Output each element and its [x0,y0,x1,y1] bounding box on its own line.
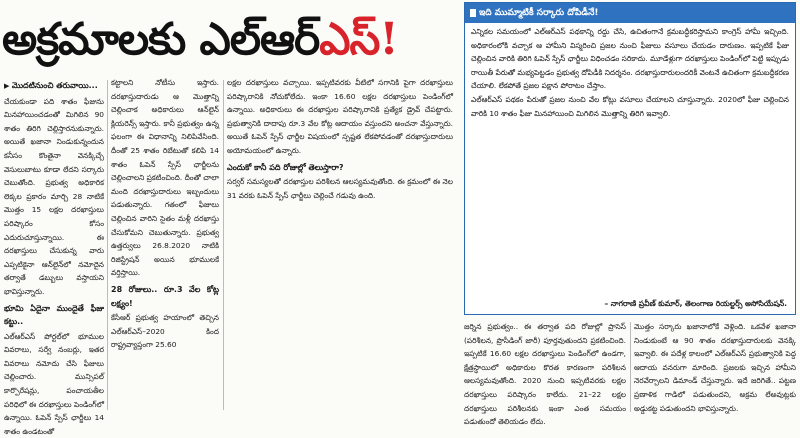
quote-signature: – నాగరాణి ప్రవీణ్ కుమార్, తెలంగాణ రియల్టర్స్ అసోసియేషన్. [604,299,787,308]
article-column-4 [464,320,626,427]
column-3-paragraph-1: లక్షల దరఖాస్తులు వచ్చాయి. ఇప్పటివరకు వీటిలో సగానికి పైగా దరఖాస్తులు పరిష్కారానికి నోచుకోలేదు. ఇంకా 16.60 లక్షల దరఖాస్తులు పెండింగ్‌లో ఉన్నాయి. అధికారులు ఈ దరఖాస్తుల పరిష్కారానికి ప్రత్యేక డ్రైవ్ చేపట్టారు. ప్రభుత్వానికి దాదాపు రూ.3 వేల కోట్ల ఆదాయం వస్తుందని అంచనా వేస్తున్నారు. అయితే ఓపెన్ స్పేస్ ఛార్జీల విషయంలో స్పష్టత లేకపోవడంతో దరఖాస్తుదారులు అయోమయంలో ఉన్నారు. [227,78,453,155]
article-column-3 [227,76,453,412]
lead-label: ▶ మొదటినుంచి తరువాయి... [4,79,104,94]
column-2-paragraph-2: కేసీఆర్ ప్రభుత్వ హయాంలో తెచ్చిన ఎల్‌ఆర్‌ఎస్–2020 కింద రాష్ట్రవ్యాప్తంగా 25.60 [111,313,219,350]
column-divider [223,80,224,410]
article-column-2 [111,76,219,412]
column-divider [630,322,631,412]
column-1-paragraph-1: చేయకుండా పది శాతం ఫీజును మినహాయించడంతో మిగిలిన 90 శాతం తిరిగి చెల్లిస్తారనుకున్నారు. అయితే ఖజానా నిండుకున్నందున కనీసం కొంతైనా వెనక్కిచ్చే వెసులుబాటు కూడా లేదని సర్కారు చెబుతోంది. ప్రభుత్వ అధికారిక లెక్కల ప్రకారం మార్చి 28 నాటికే మొత్తం 15 లక్షల దరఖాస్తులు పరిష్కారం కోసం ఎదురుచూస్తున్నాయి. ఈ దరఖాస్తులు చేసుకున్న వారు ఎప్పటికైనా ఆన్‌లైన్‌లో నమోదైన తర్వాతే డబ్బులు వస్తాయని భావిస్తున్నారు. [4,96,104,296]
article-column-1 [4,76,104,436]
column-4-paragraph: జర్నిన ప్రభుత్వం.. ఈ తర్వాత పది రోజుల్లో ప్రాసెస్ (పరిశీలన, ప్రొసీడింగ్ జారీ) పూర్తవుతుందని ప్రకటించింది. ఇప్పటికే 16.60 లక్షల దరఖాస్తులు పెండింగ్‌లో ఉండగా, క్షేత్రస్థాయిలో అధికారుల కొరత కారణంగా పరిశీలన ఆలస్యమవుతోంది. 2020 నుంచి ఇప్పటివరకు లక్షల దరఖాస్తులు పరిష్కారం కాలేదు. 21–22 లక్షల దరఖాస్తులు పరిశీలనకు ఇంకా ఎంత సమయం పడుతుందో తెలియడం లేదు. [464,322,626,427]
column-1-paragraph-2: ఎల్‌ఆర్‌ఎస్ పోర్టల్‌లో భూముల వివరాలు, సర్వే నంబర్లు, ఇతర వివరాలు నమోదు చేసి ఫీజులు చెల్లించారు. మున్సిపల్ కార్పొరేషన్లు, పంచాయతీల పరిధిలో ఈ దరఖాస్తులు పెండింగ్‌లో ఉన్నాయి. ఓపెన్ స్పేస్ ఛార్జీలు 14 శాతం ఉండటంతో [4,331,104,436]
article-column-5 [634,320,796,413]
headline-part-black: అక్రమాలకు ఎల్‌ఆర్‌ [2,14,320,65]
quote-box [464,2,796,315]
column-divider [107,80,108,410]
quote-box-body [471,25,789,295]
page-headline [2,10,452,70]
column-5-paragraph: మొత్తం సర్కారు ఖజానాలోకే వెళ్లింది. ఒకవేళ ఖజానా నిండుకుంటే ఆ 90 శాతం దరఖాస్తుదారులకు వెనక్కి ఇవ్వాలి. ఈ పదేళ్ల కాలంలో ఎల్‌ఆర్‌ఎస్ ప్రభుత్వానికి పెద్ద ఆదాయ వనరుగా మారింది. ప్రజలకు ఇచ్చిన హామీని నెరవేర్చాలని డిమాండ్ చేస్తున్నారు. ఇదే జరిగితే.. పట్టణ ప్రణాళిక గాడిలో పడుతుందని, అక్రమ లేఅవుట్లకు అడ్డుకట్ట పడుతుందని భావిస్తున్నారు. [634,322,796,413]
column-3-subheading: ఎందుకో కానీ పది రోజుల్లో తెలుస్తారా? [227,162,344,172]
column-2-subheading: 28 రోజులు.. రూ.3 వేల కోట్ల లక్ష్యం! [111,284,219,308]
column-1-subheading: భూమి ఏదైనా ముందైతే ఫీజు కట్టు.. [4,303,104,327]
quote-box-paragraph-1: ఎన్నికల సమయంలో ఎల్‌ఆర్‌ఎస్ పథకాన్ని రద్దు చేసి, ఉచితంగానే క్రమబద్ధీకరిస్తామని కాంగ్రెస్ హామీ ఇచ్చింది. అధికారంలోకి వచ్చాక ఆ హామీని విస్మరించి ప్రజల నుంచి ఫీజులు వసూలు చేయడం దారుణం. ఇప్పటికే ఫీజు చెల్లించిన వారికి తిరిగి ఓపెన్ స్పేస్ ఛార్జీలు విధించడం సరికాదు. మూడేళ్లుగా దరఖాస్తులు పెండింగ్‌లో పెట్టి ఇప్పుడు రాయితీ పేరుతో మభ్యపెట్టడం ప్రభుత్వ దోపిడీకి నిదర్శనం. దరఖాస్తుదారులందరికీ వెంటనే ఉచితంగా క్రమబద్ధీకరణ చేయాలి. లేకపోతే ప్రజల పక్షాన పోరాటం చేస్తాం. [471,27,789,91]
headline-part-red: ఎస్! [319,14,398,65]
quote-box-paragraph-2: ఎల్‌ఆర్‌ఎస్ పథకం పేరుతో ప్రజల నుంచి వేల కోట్లు వసూలు చేయాలని చూస్తున్నారు. 2020లో ఫీజు చెల్లించిన వారికి 10 శాతం ఫీజు మినహాయించి మిగిలిన మొత్తాన్ని తిరిగి ఇవ్వాలి. [471,94,789,118]
column-3-paragraph-2: సర్వర్ సమస్యలతో దరఖాస్తుల పరిశీలన ఆలస్యమవుతోంది. ఈ క్రమంలో ఈ నెల 31 వరకు ఓపెన్ స్పేస్ ఛార్జీలు చెల్లించే గడువు ఉంది. [227,177,453,200]
quote-box-title: ఇది ముమ్మాటికీ సర్కారు దోపిడీనే! [465,3,795,23]
column-2-paragraph-1: కట్టాలని నోటీసు ఇస్తారు. దరఖాస్తుదారుడు ఆ మొత్తాన్ని చెల్లించాక అధికారులు ఆన్‌లైన్ క్లియరెన్స్ ఇస్తారు. కానీ ప్రభుత్వం ఉన్న ఫలంగా ఈ విధానాన్ని నిలిపివేసింది. దీంతో 25 శాతం రిబేటుతో కలిపి 14 శాతం ఓపెన్ స్పేస్ ఛార్జీలను చెల్లించాలని ప్రకటించింది. దీంతో చాలా మంది దరఖాస్తుదారులు ఇబ్బందులు పడుతున్నారు. గతంలో ఫీజులు చెల్లించిన వారిని సైతం మళ్లీ దరఖాస్తు చేసుకోమని చెబుతున్నారు. ప్రభుత్వ ఉత్తర్వులు 26.8.2020 నాటికి రిజిస్ట్రేషన్ అయిన భూములకే వర్తిస్తాయి. [111,78,219,278]
